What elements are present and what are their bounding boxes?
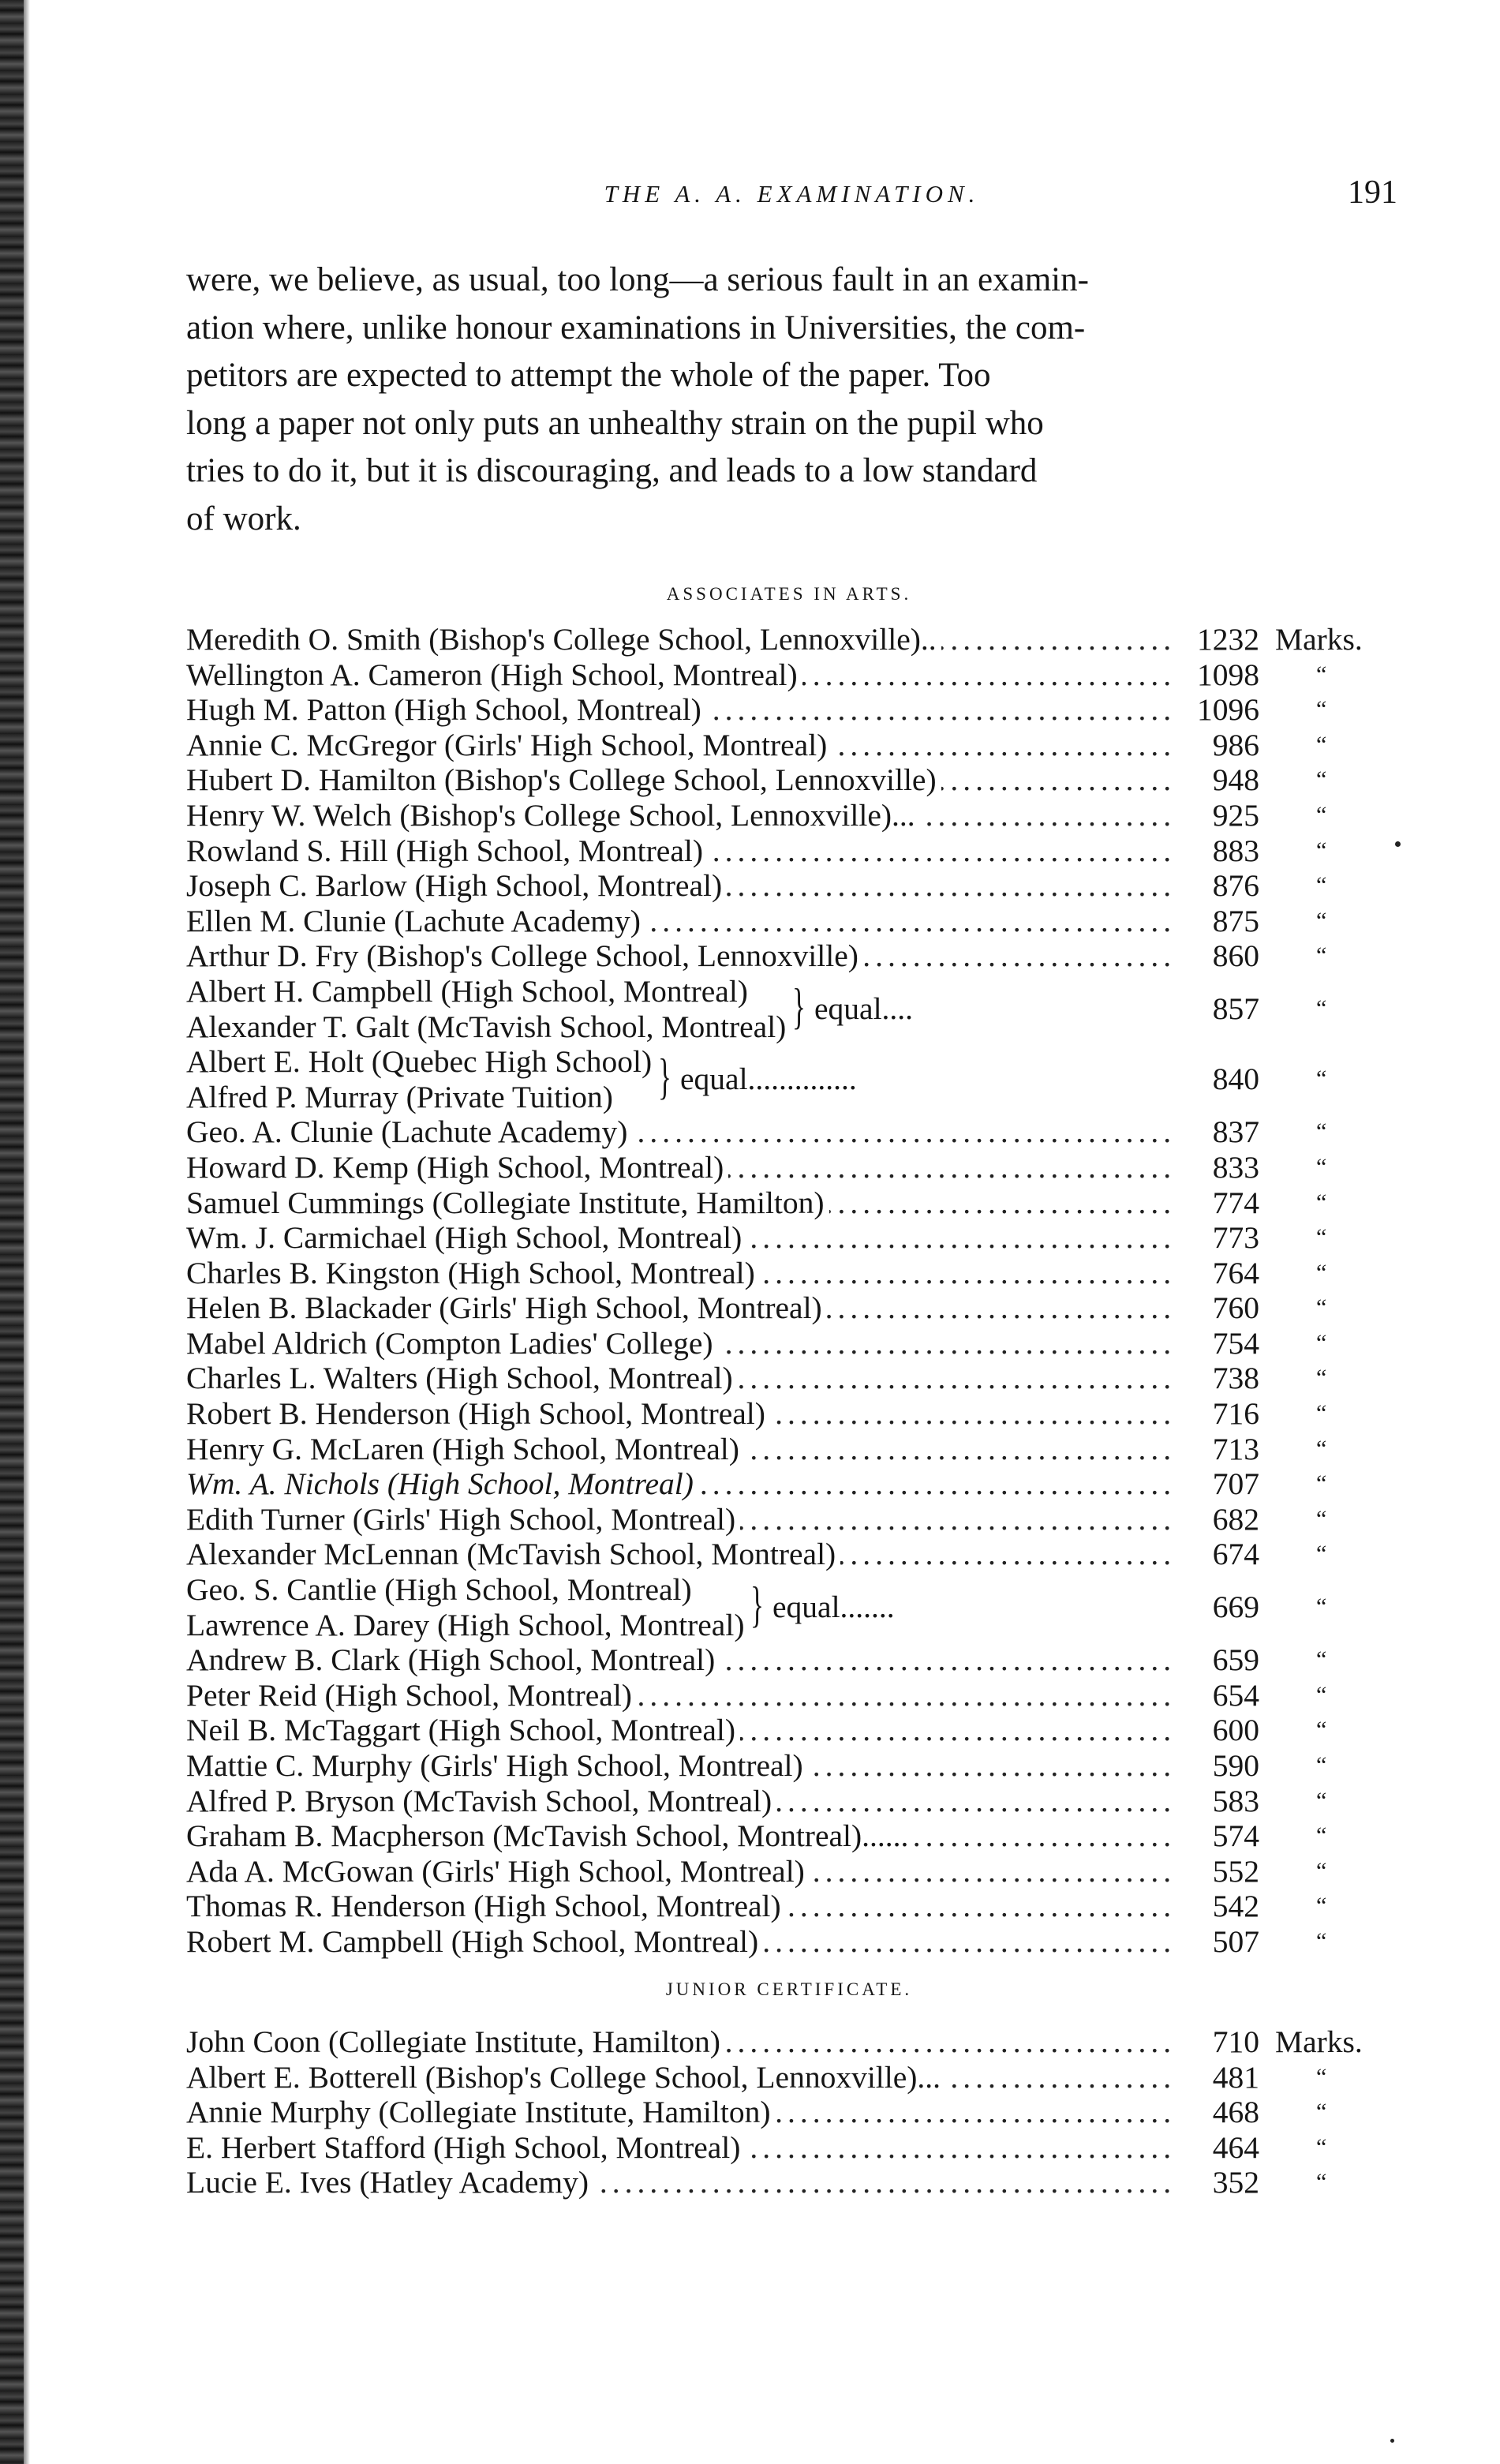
intro-paragraph [186,257,1392,543]
candidate-name: Wm. J. Carmichael (High School, Montreal) [186,1220,746,1255]
marks-score: 590 [1212,1748,1259,1783]
candidate-entry [186,1678,1417,1713]
marks-score: 654 [1212,1677,1259,1713]
candidate-name: Hugh M. Patton (High School, Montreal) [186,692,706,727]
candidate-name: Andrew B. Clark (High School, Montreal) [186,1642,720,1677]
marks-score: 925 [1212,797,1259,833]
candidate-name: Alexander T. Galt (McTavish School, Montreal) [186,1009,787,1044]
equal-note: equal.............. [680,1062,857,1097]
candidate-entry [186,2024,1417,2060]
candidate-name: Peter Reid (High School, Montreal) [186,1678,637,1713]
candidate-entry [186,1114,1417,1150]
ditto-mark: “ [1316,1294,1327,1321]
candidate-name: Geo. S. Cantlie (High School, Montreal) [186,1572,692,1608]
ditto-mark: “ [1316,1329,1327,1356]
ditto-mark: “ [1316,1065,1327,1092]
equal-note: equal.... [814,990,914,1026]
marks-score: 840 [1212,1062,1259,1097]
ditto-mark: “ [1316,837,1327,863]
candidate-name: Mattie C. Murphy (Girls' High School, Montreal) [186,1748,808,1783]
ditto-mark: “ [1316,1717,1327,1743]
ditto-mark: “ [1316,994,1327,1021]
marks-score: 713 [1212,1431,1259,1466]
marks-score: 600 [1212,1713,1259,1748]
candidate-name: Hubert D. Hamilton (Bishop's College School, Lennoxville) [186,762,941,797]
marks-score: 574 [1212,1818,1259,1854]
candidate-entry [186,1889,1417,1924]
ditto-mark: “ [1316,1893,1327,1919]
ditto-mark: “ [1316,942,1327,969]
ditto-mark: “ [1316,1541,1327,1567]
candidate-name: Robert M. Campbell (High School, Montreal) [186,1924,763,1959]
marks-score: 837 [1212,1114,1259,1150]
candidate-entry [186,1290,1417,1326]
ditto-mark: “ [1316,1435,1327,1462]
candidate-entry [186,833,1417,869]
paragraph-line: of work. [186,500,301,537]
marks-score: 774 [1212,1185,1259,1220]
candidate-name: Graham B. Macpherson (McTavish School, Montreal)...... [186,1818,913,1853]
candidate-entry [186,1256,1417,1291]
ditto-mark: “ [1316,907,1327,934]
candidate-name: Robert B. Henderson (High School, Montreal) [186,1396,770,1431]
candidate-name: Alexander McLennan (McTavish School, Montreal) [186,1537,840,1571]
candidate-name: E. Herbert Stafford (High School, Montreal) [186,2130,745,2165]
marks-score: 948 [1212,762,1259,798]
candidate-name: Wellington A. Cameron (High School, Montreal) [186,657,802,692]
marks-score: 857 [1212,990,1259,1026]
binding-edge [0,0,24,2464]
candidate-entry [186,1466,1417,1502]
candidate-entry [186,1642,1417,1678]
ditto-mark: “ [1316,2063,1327,2090]
ditto-mark: “ [1316,1470,1327,1497]
candidate-name: Joseph C. Barlow (High School, Montreal) [186,868,727,903]
paragraph-line: petitors are expected to attempt the whole of the paper. Too [186,357,991,394]
marks-score: 707 [1212,1466,1259,1502]
candidate-entry [186,1361,1417,1396]
candidate-entry [186,798,1417,833]
marks-score: 352 [1212,2165,1259,2200]
candidate-entry [186,1185,1417,1221]
ditto-mark: “ [1316,2169,1327,2196]
candidate-name: Albert E. Holt (Quebec High School) [186,1044,653,1080]
marks-unit: Marks. [1275,2024,1363,2059]
running-title: THE A. A. EXAMINATION. [604,180,980,208]
candidate-name: Mabel Aldrich (Compton Ladies' College) [186,1326,718,1361]
ditto-mark: “ [1316,1400,1327,1427]
ditto-mark: “ [1316,766,1327,793]
candidate-entry [186,1818,1417,1854]
brace-mark: } [750,1576,764,1633]
candidate-name: Helen B. Blackader (Girls' High School, Montreal) [186,1290,827,1325]
brace-mark: } [658,1048,671,1105]
marks-score: 468 [1212,2095,1259,2130]
ditto-mark: “ [1316,1224,1327,1251]
candidate-entry [186,622,1417,657]
ditto-mark: “ [1316,1857,1327,1884]
candidate-name: Henry G. McLaren (High School, Montreal) [186,1432,744,1466]
candidate-name: Rowland S. Hill (High School, Montreal) [186,833,708,868]
ink-speck [1390,2439,1394,2443]
candidate-entry [186,1432,1417,1467]
marks-score: 738 [1212,1361,1259,1396]
candidate-name: Lawrence A. Darey (High School, Montreal) [186,1607,745,1642]
candidate-entry [186,904,1417,939]
candidate-entry [186,1924,1417,1960]
candidate-name: Charles B. Kingston (High School, Montreal) [186,1256,760,1290]
marks-score: 773 [1212,1220,1259,1256]
candidate-entry [186,762,1417,798]
ditto-mark: “ [1316,1787,1327,1814]
candidate-name: Albert H. Campbell (High School, Montreal) [186,973,748,1009]
paragraph-line: tries to do it, but it is discouraging, and leads to a low standard [186,452,1038,489]
ditto-mark: “ [1316,1118,1327,1145]
ditto-mark: “ [1316,2133,1327,2160]
candidate-name: Henry W. Welch (Bishop's College School, Lennoxville)... [186,798,920,833]
marks-score: 875 [1212,903,1259,938]
candidate-name: Albert E. Botterell (Bishop's College School, Lennoxville)... [186,2060,945,2095]
tied-entry-pair [186,974,1417,1044]
marks-score: 542 [1212,1889,1259,1924]
paragraph-line: ation where, unlike honour examinations in Universities, the com- [186,309,1086,346]
candidate-name: Thomas R. Henderson (High School, Montreal) [186,1889,786,1923]
candidate-entry [186,1713,1417,1748]
equal-note: equal....... [772,1590,895,1625]
marks-score: 710 [1212,2024,1259,2059]
candidate-entry [186,1748,1417,1784]
candidate-entry [186,692,1417,728]
ditto-mark: “ [1316,661,1327,687]
brace-mark: } [792,977,806,1034]
ditto-mark: “ [1316,1752,1327,1778]
candidate-name: Geo. A. Clunie (Lachute Academy) [186,1114,632,1149]
candidate-name: Neil B. McTaggart (High School, Montreal) [186,1713,740,1747]
candidate-name: Charles L. Walters (High School, Montreal) [186,1361,738,1395]
ditto-mark: “ [1316,1365,1327,1391]
page-header [186,174,1397,227]
ink-speck [1395,841,1401,847]
marks-score: 876 [1212,868,1259,904]
candidate-name: Lucie E. Ives (Hatley Academy) [186,2165,593,2200]
candidate-entry [186,728,1417,763]
ditto-mark: “ [1316,1681,1327,1708]
paragraph-line: long a paper not only puts an unhealthy strain on the pupil who [186,404,1044,442]
marks-score: 583 [1212,1783,1259,1818]
candidate-entry [186,1854,1417,1889]
candidate-name: Annie Murphy (Collegiate Institute, Hamilton) [186,2095,776,2129]
marks-unit: Marks. [1275,622,1363,657]
candidate-name: Ellen M. Clunie (Lachute Academy) [186,904,645,938]
candidate-entry [186,1396,1417,1432]
binding-shadow [24,0,30,2464]
candidate-entry [186,1502,1417,1537]
candidate-name: Alfred P. Murray (Private Tuition) [186,1079,613,1114]
candidate-entry [186,657,1417,693]
candidate-name: John Coon (Collegiate Institute, Hamilton) [186,2024,725,2059]
marks-score: 659 [1212,1642,1259,1678]
ditto-mark: “ [1316,1189,1327,1215]
marks-score: 481 [1212,2059,1259,2095]
tied-entry-pair [186,1044,1417,1114]
candidate-name: Alfred P. Bryson (McTavish School, Montreal) [186,1784,776,1818]
marks-score: 674 [1212,1537,1259,1572]
associates-list [186,622,1417,1960]
marks-score: 682 [1212,1501,1259,1537]
candidate-entry [186,1220,1417,1256]
candidate-entry [186,938,1417,974]
candidate-entry [186,1784,1417,1819]
candidate-entry [186,1150,1417,1185]
marks-score: 760 [1212,1290,1259,1326]
candidate-entry [186,1537,1417,1572]
ditto-mark: “ [1316,1822,1327,1849]
marks-score: 754 [1212,1325,1259,1361]
ditto-mark: “ [1316,696,1327,723]
junior-heading: JUNIOR CERTIFICATE. [665,1979,913,1999]
tied-entry-pair [186,1572,1417,1642]
candidate-entry [186,868,1417,904]
candidate-name: Wm. A. Nichols (High School, Montreal) [186,1466,698,1501]
marks-score: 986 [1212,727,1259,762]
candidate-name: Samuel Cummings (Collegiate Institute, Hamilton) [186,1185,829,1220]
ditto-mark: “ [1316,2099,1327,2125]
candidate-name: Ada A. McGowan (Girls' High School, Montreal) [186,1854,810,1889]
candidate-entry [186,2165,1417,2200]
candidate-entry [186,2060,1417,2095]
ditto-mark: “ [1316,1927,1327,1954]
ditto-mark: “ [1316,872,1327,899]
marks-score: 1096 [1197,692,1259,728]
ditto-mark: “ [1316,1646,1327,1673]
associates-heading: ASSOCIATES IN ARTS. [666,584,912,604]
marks-score: 552 [1212,1853,1259,1889]
paragraph-line: were, we believe, as usual, too long—a serious fault in an examin- [186,261,1089,298]
ditto-mark: “ [1316,1593,1327,1620]
marks-score: 716 [1212,1396,1259,1432]
ditto-mark: “ [1316,1259,1327,1286]
marks-score: 1098 [1197,657,1259,692]
ditto-mark: “ [1316,1505,1327,1532]
candidate-entry [186,1326,1417,1361]
marks-score: 860 [1212,938,1259,974]
candidate-name: Meredith O. Smith (Bishop's College School, Lennoxville).. [186,622,941,657]
marks-score: 764 [1212,1255,1259,1290]
ditto-mark: “ [1316,731,1327,758]
ditto-mark: “ [1316,1153,1327,1180]
marks-score: 669 [1212,1590,1259,1625]
marks-score: 883 [1212,833,1259,868]
marks-score: 1232 [1197,622,1259,657]
candidate-name: Arthur D. Fry (Bishop's College School, Lennoxville) [186,938,863,973]
marks-score: 833 [1212,1149,1259,1185]
ditto-mark: “ [1316,801,1327,828]
marks-score: 507 [1212,1923,1259,1959]
page-number: 191 [1348,174,1397,211]
candidate-entry [186,2095,1417,2130]
candidate-name: Howard D. Kemp (High School, Montreal) [186,1150,728,1185]
candidate-entry [186,2130,1417,2166]
marks-score: 464 [1212,2129,1259,2165]
candidate-name: Edith Turner (Girls' High School, Montreal) [186,1502,740,1537]
junior-list [186,2024,1417,2200]
candidate-name: Annie C. McGregor (Girls' High School, Montreal) [186,728,832,762]
